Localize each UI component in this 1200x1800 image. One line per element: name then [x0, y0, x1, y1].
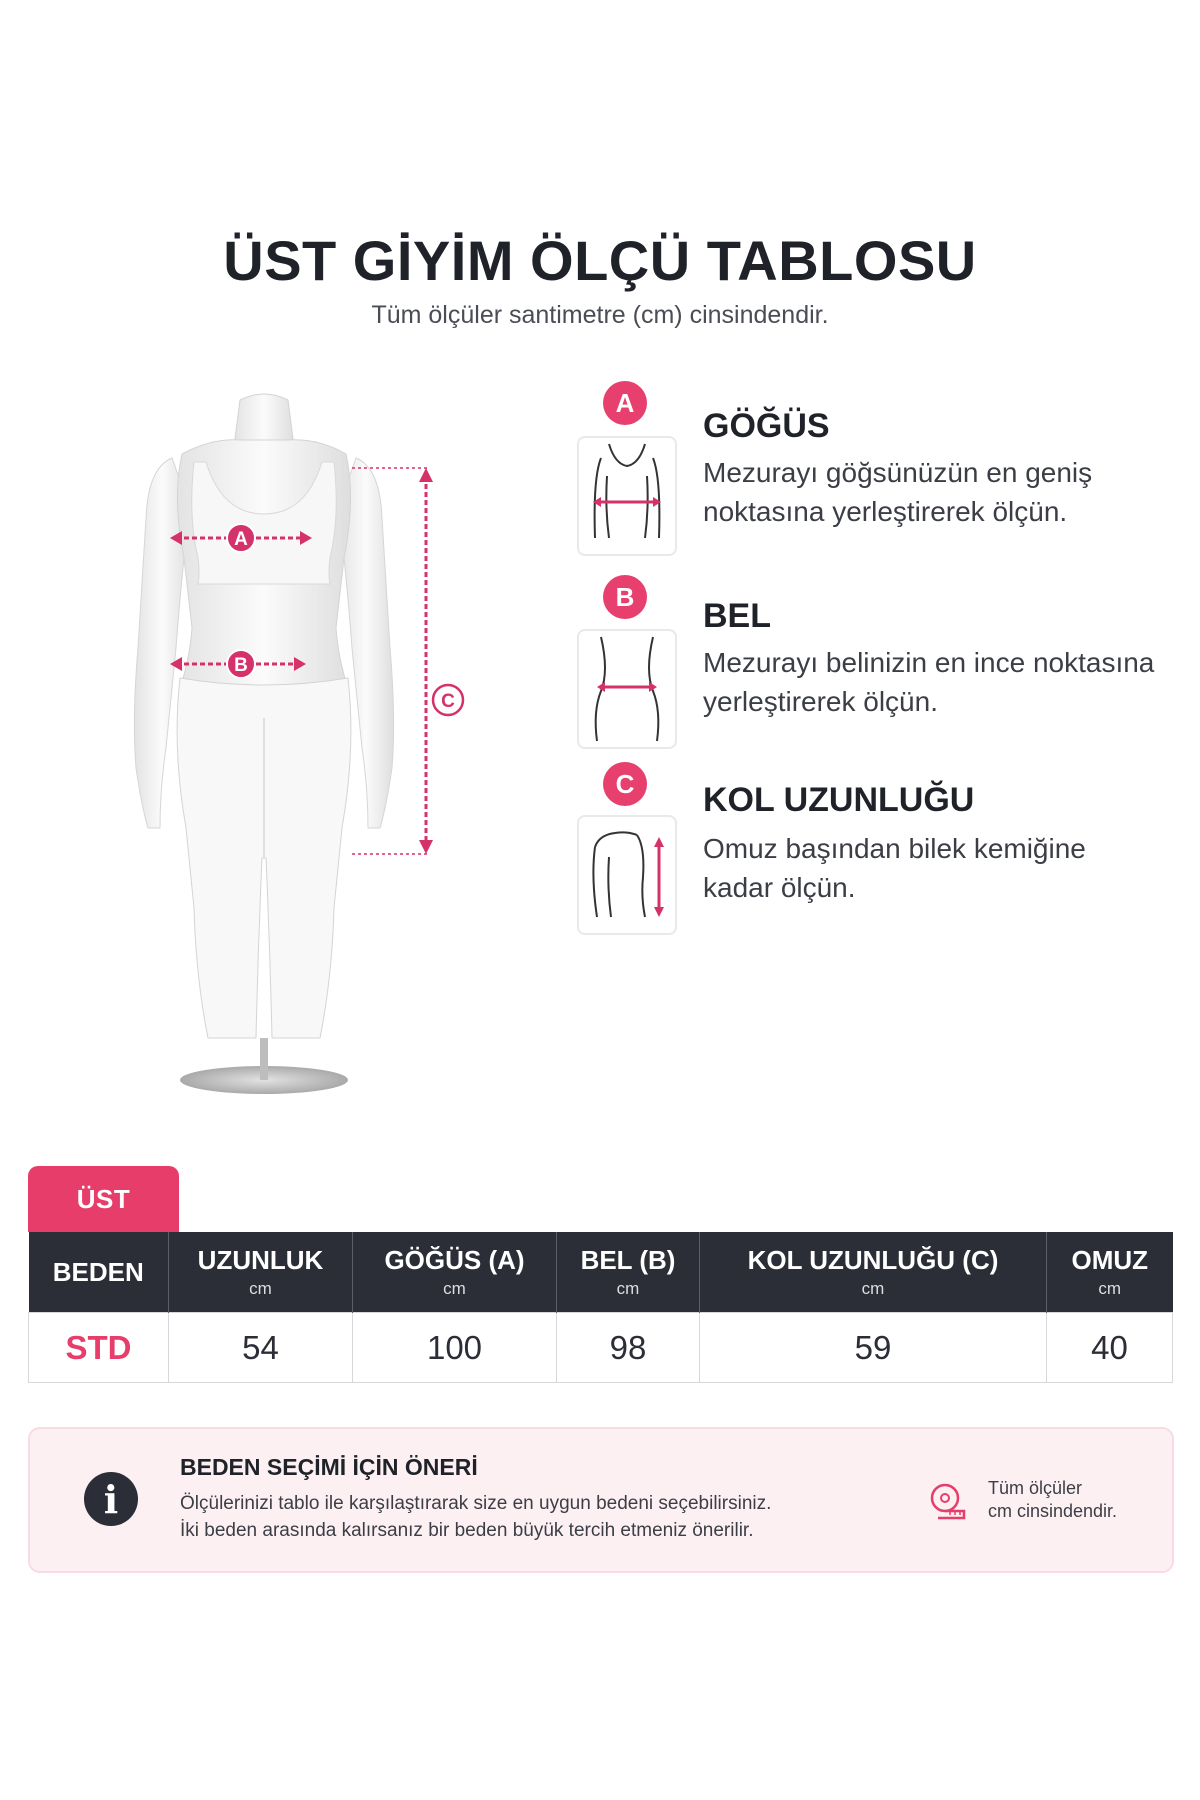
waist-measure-icon	[577, 629, 677, 749]
header-omuz	[1047, 1232, 1173, 1313]
header-label: UZUNLUK	[197, 1245, 324, 1275]
header-label: BEDEN	[52, 1256, 144, 1287]
header-beden	[29, 1232, 169, 1313]
cell-uzunluk: 54	[169, 1313, 353, 1383]
measure-desc-line: Mezurayı göğsünüzün en geniş	[703, 457, 1093, 488]
measure-desc-arm	[703, 829, 1173, 907]
measure-title-arm: KOL UZUNLUĞU	[703, 781, 975, 819]
header-bel	[557, 1232, 700, 1313]
badge-c: C	[603, 762, 647, 806]
chest-measure-icon	[577, 436, 677, 556]
page-subtitle: Tüm ölçüler santimetre (cm) cinsindendir.	[371, 301, 829, 329]
mannequin-illustration	[112, 388, 484, 1108]
arm-length-icon	[577, 815, 677, 935]
tip-line-2: İki beden arasında kalırsanız bir beden büyük tercih etmeniz önerilir.	[180, 1520, 754, 1541]
cell-omuz: 40	[1047, 1313, 1173, 1383]
measure-desc-waist	[703, 643, 1173, 721]
tip-note-line: cm cinsindendir.	[988, 1501, 1118, 1521]
table-row	[29, 1313, 1173, 1383]
header-gogus	[353, 1232, 557, 1313]
header-label: OMUZ	[1071, 1245, 1149, 1275]
header-unit: cm	[616, 1279, 640, 1298]
header-label: BEL (B)	[580, 1245, 676, 1275]
header-label: KOL UZUNLUĞU (C)	[747, 1245, 999, 1275]
measure-desc-chest	[703, 453, 1173, 531]
header-unit: cm	[249, 1279, 272, 1298]
badge-a: A	[603, 381, 647, 425]
header-kol-uzunlugu	[700, 1232, 1047, 1313]
header-label: GÖĞÜS (A)	[384, 1245, 525, 1275]
measure-desc-line: yerleştirerek ölçün.	[703, 686, 938, 717]
measure-desc-line: Mezurayı belinizin en ince noktasına	[703, 647, 1155, 678]
measure-title-waist: BEL	[703, 597, 771, 635]
header-unit: cm	[861, 1279, 885, 1298]
label-b: B	[234, 655, 248, 676]
cell-gogus: 100	[353, 1313, 557, 1383]
cell-bel: 98	[557, 1313, 700, 1383]
tip-note	[988, 1477, 1117, 1523]
measure-desc-line: Omuz başından bilek kemiğine	[703, 833, 1086, 864]
tab-ust[interactable]: ÜST	[28, 1166, 179, 1232]
tip-note-line: Tüm ölçüler	[988, 1478, 1083, 1498]
tip-title: BEDEN SEÇİMİ İÇİN ÖNERİ	[180, 1454, 478, 1480]
header-uzunluk	[169, 1232, 353, 1313]
table-header-row	[29, 1232, 1173, 1313]
cell-kol-uzunlugu: 59	[700, 1313, 1047, 1383]
info-icon: i	[84, 1472, 138, 1526]
label-c: C	[441, 691, 455, 712]
size-tip-box	[28, 1427, 1174, 1573]
cell-size: STD	[29, 1313, 169, 1383]
badge-b: B	[603, 575, 647, 619]
header-unit: cm	[1098, 1279, 1122, 1298]
measure-title-chest: GÖĞÜS	[703, 407, 830, 445]
measure-desc-line: kadar ölçün.	[703, 872, 856, 903]
label-a: A	[234, 529, 248, 550]
header-unit: cm	[443, 1279, 466, 1298]
page-title: ÜST GİYİM ÖLÇÜ TABLOSU	[223, 229, 977, 292]
tip-line-1: Ölçülerinizi tablo ile karşılaştırarak size en uygun bedeni seçebilirsiniz.	[180, 1493, 772, 1514]
measuring-tape-icon	[928, 1481, 968, 1521]
measure-desc-line: noktasına yerleştirerek ölçün.	[703, 496, 1068, 527]
size-table	[28, 1232, 1173, 1383]
